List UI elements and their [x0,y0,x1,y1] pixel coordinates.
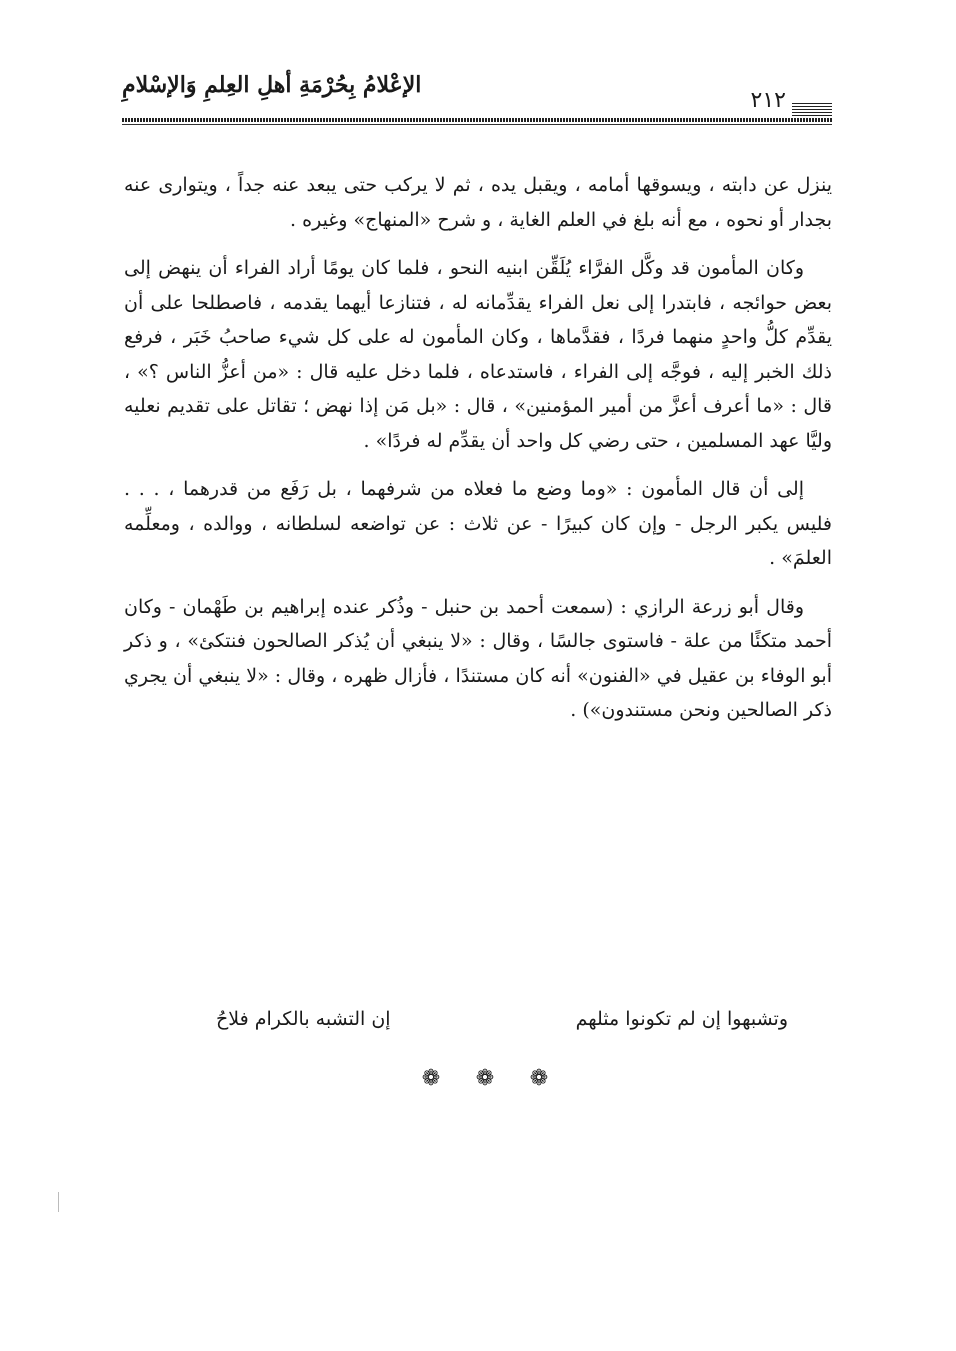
verse-second-hemistich: إن التشبه بالكرام فلاحُ [216,1008,391,1030]
book-title: الإعْلامُ بِحُرْمَةِ أهلِ العِلمِ وَالإسْلامِ [122,72,422,98]
header-ornament-tick [792,102,832,116]
paragraph: إلى أن قال المأمون : «وما وضع ما فعلاه من شرفهما ، بل رَفَع من قدرهما ، . . . فليس يكبر الرجل - وإن كان كبيرًا - عن ثلاث : عن تواضعه لسلطانه ، ووالده ، ومعلِّمه العلمَ» . [124,478,832,569]
scan-artifact [58,1192,59,1212]
paragraph: وقال أبو زرعة الرازي : (سمعت أحمد بن حنبل - وذُكر عنده إبراهيم بن طَهْمان - وكان أحمد متكئًا من علة - فاستوى جالسًا ، وقال : «لا ينبغي أن يُذكر الصالحون فنتكئ» ، و ذكر أبو الوفاء بن عقيل في «الفنون» أنه كان مستندًا ، فأزال ظهره ، وقال : «لا ينبغي أن يجري ذكر الصالحين ونحن مستندون») . [124,595,832,721]
paragraph: وكان المأمون قد وكَّل الفرَّاء يُلَقِّن ابنيه النحو ، فلما كان يومًا أراد الفراء أن ينهض إلى بعض حوائجه ، فابتدرا إلى نعل الفراء يقدِّمانه له ، فتنازعا أيهما يقدمه ، فاصطلحا على أن يقدِّم كلُّ واحدٍ منهما فردًا ، فقدَّماها ، وكان المأمون له على كل شيء صاحبُ خَبَر ، فرفع ذلك الخبر إليه ، فوجَّه إلى الفراء ، فاستدعاه ، فلما دخل عليه قال : «من أعزُّ الناس ؟» ، قال : «ما أعرف أعزَّ من أمير المؤمنين» ، قال : «بل مَن إذا نهض ؛ تقاتل على تقديم نعليه وليَّا عهد المسلمين ، حتى رضي كل واحد أن يقدِّم له فردًا» . [124,257,832,452]
flower-ornament-icon: ❁ [475,1066,495,1091]
verse-first-hemistich: وتشبهوا إن لم تكونوا مثلهم [575,1008,788,1030]
header-rule-thin [122,124,832,125]
poetry-verse [124,1008,832,1048]
page-number: ٢١٢ [750,88,786,113]
flower-ornament-icon: ❁ [421,1066,441,1091]
body-text [124,168,832,742]
running-header [122,66,832,128]
header-rule [122,118,832,122]
section-separator [420,1064,550,1094]
paragraph: ينزل عن دابته ، ويسوقها أمامه ، ويقبل يده ، ثم لا يركب حتى يبعد عنه جداً ، ويتوارى عنه بجدار أو نحوه ، مع أنه بلغ في العلم الغاية ، و شرح «المنهاج» وغيره . [124,174,832,231]
flower-ornament-icon: ❁ [529,1066,549,1091]
